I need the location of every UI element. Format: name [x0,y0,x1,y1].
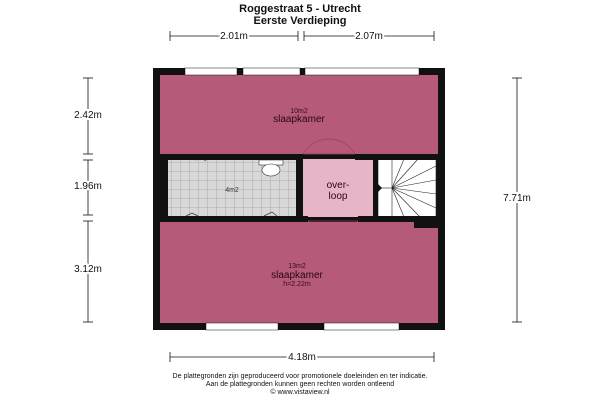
top-dimension-lines [170,31,434,41]
top-window-middle [243,68,300,75]
top-bedroom-name: slaapkamer [273,114,325,125]
bottom-window-right [324,323,399,330]
dim-left-bottom: 3.12m [74,264,102,275]
dim-top-left: 2.01m [220,31,248,42]
landing-label-line2: loop [328,191,348,202]
dim-left-middle: 1.96m [74,181,102,192]
footer-disclaimer-1: De plattegronden zijn geproduceerd voor promotionele doeleinden en ter indicatie. [172,373,428,380]
dim-left-top: 2.42m [74,110,102,121]
address-title: Roggestraat 5 - Utrecht [239,3,361,15]
footer-copyright: © www.vistaview.nl [270,389,330,396]
floor-title: Eerste Verdieping [253,15,347,27]
footer-disclaimer-2: Aan de plattegronden kunnen geen rechten worden ontleend [205,381,395,388]
top-window-left [185,68,237,75]
dim-bottom-width: 4.18m [288,352,316,363]
bottom-bedroom-name: slaapkamer [271,270,323,281]
bottom-bedroom-floor-right [414,228,438,323]
dim-top-right: 2.07m [355,31,383,42]
bathroom-area: 4m2 [225,187,239,194]
dim-right-total: 7.71m [503,193,531,204]
bottom-bedroom-height: h=2.22m [283,281,311,288]
bottom-window-left [206,323,278,330]
top-window-right [305,68,419,75]
landing-label-line1: over- [326,180,350,191]
top-bedroom-area: 10m2 [290,108,308,115]
bottom-bedroom-area: 13m2 [288,263,306,270]
